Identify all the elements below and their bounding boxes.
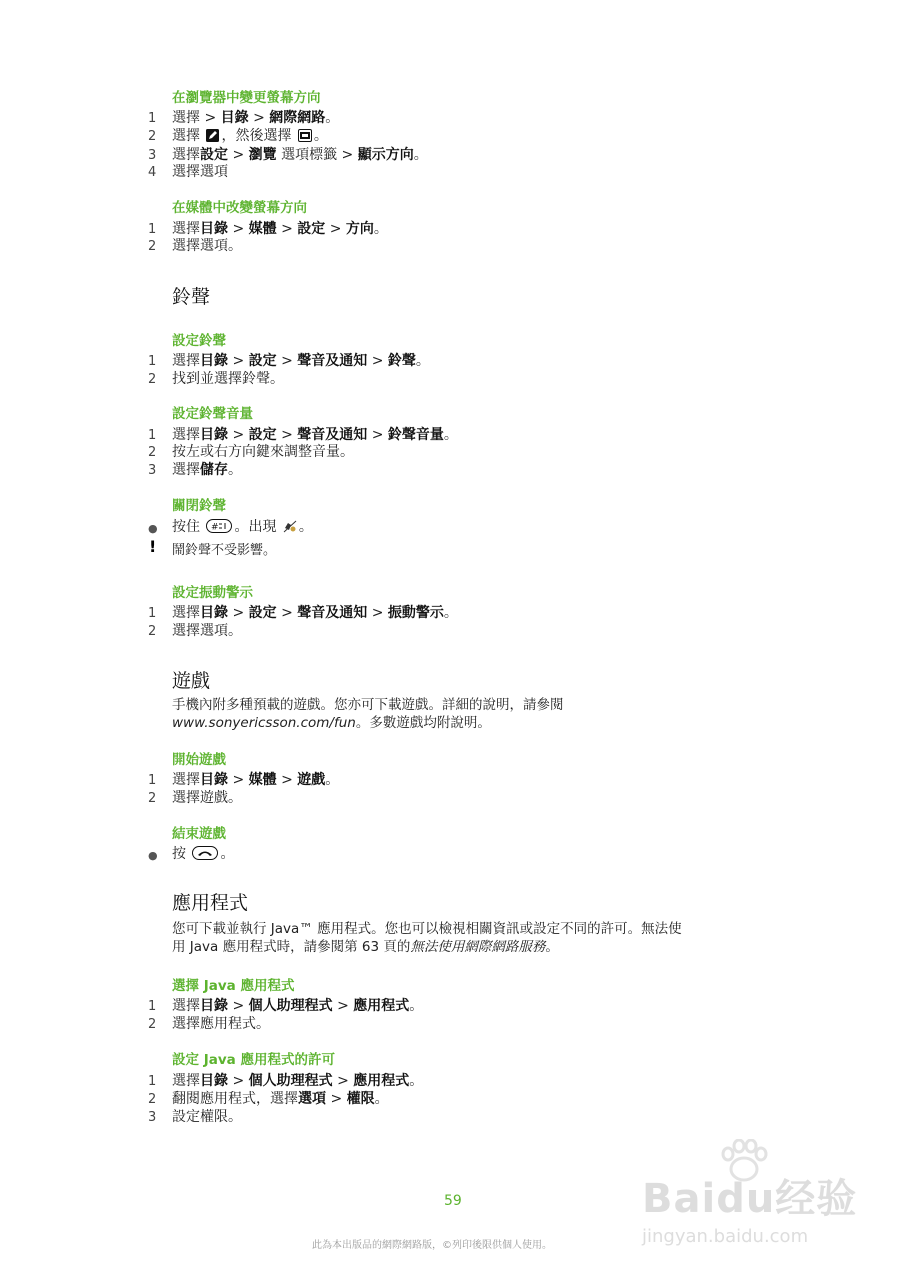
step-number: 1 <box>148 111 157 126</box>
watermark-url: jingyan.baidu.com <box>642 1226 809 1247</box>
copyright-footer: 此為本出版品的網際網路版，©列印後限供個人使用。 <box>312 1240 552 1251</box>
section-title-ringtones: 鈴聲 <box>172 286 211 308</box>
subheading-browser-orientation: 在瀏覽器中變更螢幕方向 <box>172 90 321 106</box>
step-text: 選擇遊戲。 <box>172 790 242 806</box>
step-text: 選擇目錄 > 個人助理程式 > 應用程式。 <box>172 1073 424 1089</box>
step-number: 1 <box>148 428 157 443</box>
step-text: 選擇目錄 > 媒體 > 遊戲。 <box>172 772 340 788</box>
step-number: 3 <box>148 463 157 478</box>
subheading-java-permissions: 設定 Java 應用程式的許可 <box>172 1052 335 1068</box>
landscape-screen-icon <box>298 129 312 142</box>
cross-reference-link[interactable]: 無法使用網際網路服務 <box>410 939 546 955</box>
step-text: 設定權限。 <box>172 1109 242 1125</box>
note-text: 鬧鈴聲不受影響。 <box>172 543 277 558</box>
bullet-text: 按住 # 。出現 。 <box>172 519 313 535</box>
section-title-games: 遊戲 <box>172 670 211 692</box>
step-text: 選擇目錄 > 媒體 > 設定 > 方向。 <box>172 221 388 237</box>
subheading-start-game: 開始遊戲 <box>172 752 226 768</box>
bullet-dot: ● <box>148 849 158 862</box>
bullet-dot: ● <box>148 522 158 535</box>
games-intro-line2: www.sonyericsson.com/fun。多數遊戲均附說明。 <box>172 715 491 731</box>
step-number: 1 <box>148 354 157 369</box>
step-text: 選擇目錄 > 個人助理程式 > 應用程式。 <box>172 998 424 1014</box>
silent-mode-icon <box>283 520 297 533</box>
step-number: 2 <box>148 239 157 254</box>
step-number: 1 <box>148 999 157 1014</box>
step-text: 選擇 ，然後選擇 。 <box>172 128 328 144</box>
edit-pen-icon <box>206 129 219 142</box>
step-text: 找到並選擇鈴聲。 <box>172 371 284 387</box>
step-number: 3 <box>148 1110 157 1125</box>
step-number: 1 <box>148 222 157 237</box>
step-number: 2 <box>148 129 157 144</box>
subheading-media-orientation: 在媒體中改變螢幕方向 <box>172 200 307 216</box>
step-text: 翻閱應用程式，選擇選項 > 權限。 <box>172 1091 389 1107</box>
step-text: 選擇目錄 > 設定 > 聲音及通知 > 鈴聲。 <box>172 353 430 369</box>
step-number: 2 <box>148 624 157 639</box>
step-number: 3 <box>148 148 157 163</box>
warning-icon: ! <box>149 537 157 556</box>
step-number: 2 <box>148 1092 157 1107</box>
step-text: 選擇選項。 <box>172 623 242 639</box>
subheading-select-java-app: 選擇 Java 應用程式 <box>172 978 295 994</box>
hash-key-icon <box>206 519 232 533</box>
step-number: 2 <box>148 372 157 387</box>
bullet-text: 按 。 <box>172 846 235 862</box>
step-text: 按左或右方向鍵來調整音量。 <box>172 444 354 460</box>
subheading-end-game: 結束遊戲 <box>172 826 226 842</box>
page-number: 59 <box>444 1193 462 1209</box>
step-text: 選擇選項。 <box>172 238 242 254</box>
step-text: 選擇目錄 > 設定 > 聲音及通知 > 振動警示。 <box>172 605 458 621</box>
step-number: 1 <box>148 773 157 788</box>
baidu-watermark-logo <box>642 1145 857 1247</box>
step-number: 2 <box>148 1017 157 1032</box>
svg-text:#: # <box>211 522 219 533</box>
apps-intro-line2: 用 Java 應用程式時，請參閱第 63 頁的無法使用網際網路服務。 <box>172 939 559 955</box>
step-text: 選擇應用程式。 <box>172 1016 270 1032</box>
watermark-brand: Baidu经验 <box>642 1176 858 1222</box>
subheading-vibrate: 設定振動警示 <box>172 585 253 601</box>
sonyericsson-link[interactable]: www.sonyericsson.com/fun <box>172 715 356 731</box>
step-number: 4 <box>148 165 157 180</box>
games-intro-line1: 手機內附多種預載的遊戲。您亦可下載遊戲。詳細的說明，請參閱 <box>172 697 564 713</box>
step-text: 選擇選項 <box>172 164 228 180</box>
subheading-silent: 關閉鈴聲 <box>172 498 226 514</box>
apps-intro-line1: 您可下載並執行 Java™ 應用程式。您也可以檢視相關資訊或設定不同的許可。無法使 <box>172 921 682 937</box>
step-number: 2 <box>148 445 157 460</box>
subheading-ringtone-volume: 設定鈴聲音量 <box>172 406 253 422</box>
step-text: 選擇設定 > 瀏覽 選項標籤 > 顯示方向。 <box>172 147 428 163</box>
step-text: 選擇 > 目錄 > 網際網路。 <box>172 110 340 126</box>
end-call-key-icon <box>192 846 218 860</box>
step-number: 1 <box>148 1074 157 1089</box>
step-text: 選擇儲存。 <box>172 462 242 478</box>
step-number: 1 <box>148 606 157 621</box>
step-text: 選擇目錄 > 設定 > 聲音及通知 > 鈴聲音量。 <box>172 427 458 443</box>
section-title-applications: 應用程式 <box>172 892 249 914</box>
step-number: 2 <box>148 791 157 806</box>
subheading-set-ringtone: 設定鈴聲 <box>172 333 226 349</box>
